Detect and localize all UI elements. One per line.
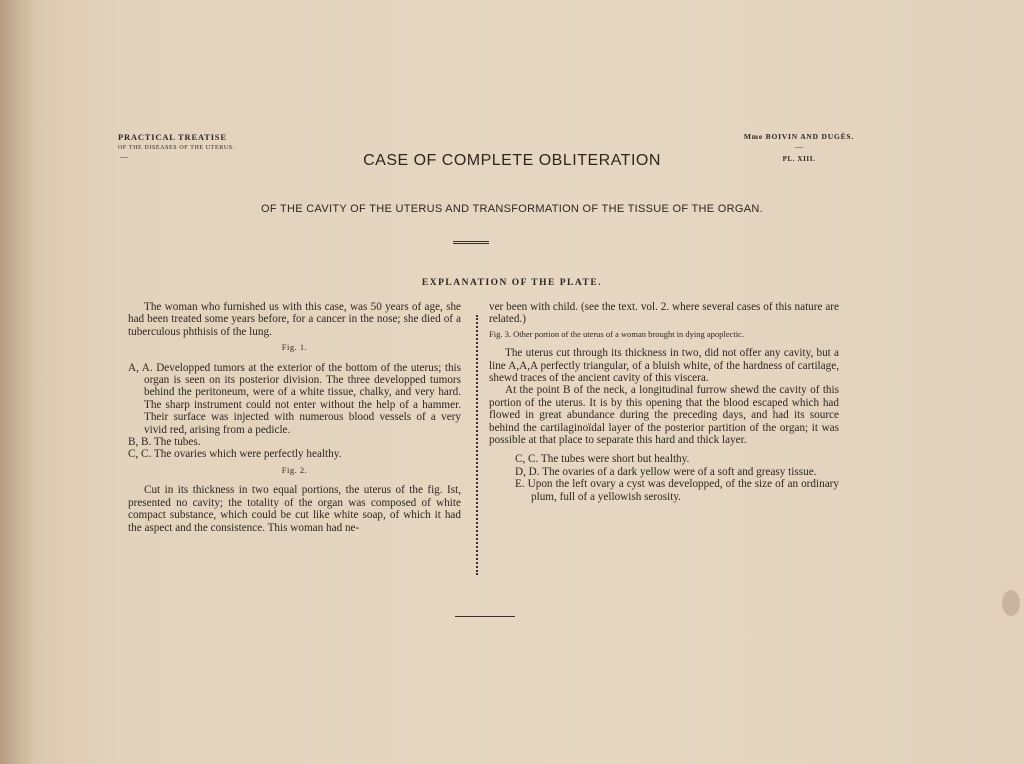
right-column <box>489 301 839 503</box>
book-spine-shadow <box>0 0 34 764</box>
fig-1-item-b: B, B. The tubes. <box>128 436 201 449</box>
fig-3-paragraph-2: At the point B of the neck, a longitudinal furrow shewd the cavity of this portion of the uterus. It is by this opening that the blood escaped which had flowed in great abundance during the preceding days, and had its source behind the cartilaginoïdal layer of the posterior partition of the organ; it was possible at that place to separate this hard and thick layer. <box>489 384 839 447</box>
header-dash-right: — <box>795 142 803 151</box>
page-smudge <box>1002 590 1020 616</box>
explanation-heading: EXPLANATION OF THE PLATE. <box>421 278 603 288</box>
fig-3-paragraph-1: The uterus cut through its thickness in two, did not offer any cavity, but a line A,A,A perfectly triangular, of a bluish white, of the hardness of cartilage, shewd traces of the ancient cavity of this viscera. <box>489 347 839 385</box>
authors: Mme BOIVIN AND DUGÈS. <box>743 132 855 141</box>
fig-1-label: Fig. 1. <box>281 342 308 353</box>
series-title: PRACTICAL TREATISE <box>118 132 227 142</box>
intro-paragraph: The woman who furnished us with this case, was 50 years of age, she had been treated some years before, for a cancer in the nose; she died of a tuberculous phthisis of the lung. <box>128 301 461 338</box>
title-ornament <box>453 241 489 244</box>
page-subtitle: OF THE CAVITY OF THE UTERUS AND TRANSFORMATION OF THE TISSUE OF THE ORGAN. <box>261 203 763 215</box>
fig-2-paragraph: Cut in its thickness in two equal portions, the uterus of the fig. Ist, presented no cavity; the totality of the organ was composed of white compact substance, which could be cut like white soap, of which it had the aspect and the consistence. This woman had ne- <box>128 484 461 534</box>
series-subtitle: OF THE DISEASES OF THE UTERUS. <box>118 145 235 151</box>
fig-3-caption: Fig. 3. Other portion of the uterus of a woman brought in dying apoplectic. <box>489 328 744 339</box>
fig-3-item-e: E. Upon the left ovary a cyst was developped, of the size of an ordinary plum, full of a yellowish serosity. <box>515 478 839 503</box>
header-dash-left: — <box>120 152 128 161</box>
end-rule <box>455 616 515 617</box>
plate-number: PL. XIII. <box>782 155 816 163</box>
continuation-paragraph: ver been with child. (see the text. vol. 2. where several cases of this nature are related.) <box>489 301 839 326</box>
fig-2-label: Fig. 2. <box>281 464 308 475</box>
fig-3-item-c: C, C. The tubes were short but healthy. <box>515 453 690 466</box>
fig-1-item-c: C, C. The ovaries which were perfectly healthy. <box>128 448 342 461</box>
fig-1-item-a: A, A. Developped tumors at the exterior of the bottom of the uterus; this organ is seen on its posterior division. The three developped tumors behind the peritoneum, were of a white tissue, chalky, and very hard. The sharp instrument could not enter without the help of a hammer. Their surface was injected with numerous blood vessels of a very vivid red, arising from a pedicle. <box>128 361 461 436</box>
fig-3-item-d: D, D. The ovaries of a dark yellow were of a soft and greasy tissue. <box>515 465 817 478</box>
left-column <box>128 301 461 534</box>
page-title: CASE OF COMPLETE OBLITERATION <box>363 152 661 169</box>
column-divider <box>476 315 478 575</box>
spacer <box>489 446 839 453</box>
